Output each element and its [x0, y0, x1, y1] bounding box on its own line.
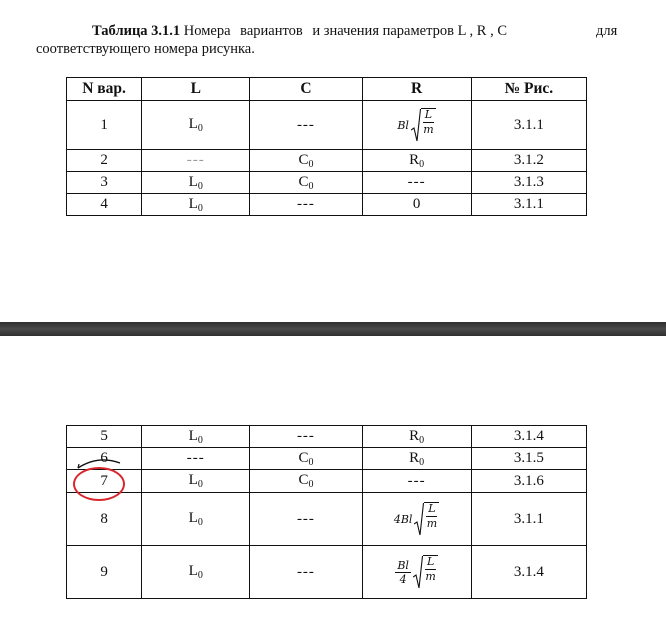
cell-c: ---: [250, 194, 362, 216]
table-row: [67, 194, 587, 216]
cell-l: $L_0$: [142, 101, 250, 150]
cell-l: ---: [142, 150, 250, 172]
caption-text-d: для: [596, 23, 618, 39]
cell-l: ---: [142, 448, 250, 470]
caption-label: Таблица 3.1.1: [92, 23, 181, 39]
parameters-table-top: [66, 77, 587, 216]
cell-figure: 3.1.4: [471, 546, 586, 599]
cell-r-formula: [362, 493, 471, 546]
cell-l: $L_0$: [142, 194, 250, 216]
cell-variant: 5: [67, 426, 142, 448]
table-row: [67, 546, 587, 599]
cell-r: ---: [362, 172, 471, 194]
cell-c: ---: [250, 546, 362, 599]
cell-figure: 3.1.5: [471, 448, 586, 470]
cell-variant: 1: [67, 101, 142, 150]
caption-text-a: Номера: [183, 23, 231, 39]
table-row: [67, 101, 587, 150]
cell-variant: 7: [67, 470, 142, 493]
cell-figure: 3.1.4: [471, 426, 586, 448]
cell-l: $L_0$: [142, 172, 250, 194]
cell-figure: 3.1.6: [471, 470, 586, 493]
cell-figure: 3.1.1: [471, 194, 586, 216]
cell-figure: 3.1.3: [471, 172, 586, 194]
cell-r: $R_0$: [362, 426, 471, 448]
cell-l: $L_0$: [142, 426, 250, 448]
table-row: [67, 172, 587, 194]
cell-c: ---: [250, 426, 362, 448]
cell-l: $L_0$: [142, 493, 250, 546]
header-r: R: [362, 78, 471, 101]
formula-bl-over-4-sqrt-l-over-m: $\frac{Bl}{4}$ L m: [395, 555, 438, 589]
caption-line-1: [36, 22, 636, 40]
cell-r: $R_0$: [362, 448, 471, 470]
cell-variant: 2: [67, 150, 142, 172]
cell-r: 0: [362, 194, 471, 216]
table-row: [67, 150, 587, 172]
formula-4bl-sqrt-l-over-m: 4Bl L m: [394, 502, 440, 536]
cell-l: $L_0$: [142, 470, 250, 493]
cell-r-formula: [362, 101, 471, 150]
table-header-row: [67, 78, 587, 101]
cell-figure: 3.1.1: [471, 101, 586, 150]
cell-c: ---: [250, 493, 362, 546]
cell-variant: 8: [67, 493, 142, 546]
cell-l: $L_0$: [142, 546, 250, 599]
table-row: [67, 493, 587, 546]
cell-variant: 3: [67, 172, 142, 194]
page-divider: [0, 322, 666, 336]
header-variant: N вар.: [67, 78, 142, 101]
header-l: L: [142, 78, 250, 101]
cell-variant: 4: [67, 194, 142, 216]
caption-line-2: соответствующего номера рисунка.: [36, 41, 255, 57]
cell-figure: 3.1.1: [471, 493, 586, 546]
header-figure: № Рис.: [471, 78, 586, 101]
cell-c: ---: [250, 101, 362, 150]
cell-r: $R_0$: [362, 150, 471, 172]
table-caption: [36, 22, 636, 58]
cell-c: $C_0$: [250, 150, 362, 172]
cell-c: $C_0$: [250, 448, 362, 470]
cell-r: ---: [362, 470, 471, 493]
cell-r-formula: [362, 546, 471, 599]
formula-bl-sqrt-l-over-m: Bl L m: [397, 108, 436, 142]
cell-variant: 6: [67, 448, 142, 470]
table-row: [67, 470, 587, 493]
cell-c: $C_0$: [250, 172, 362, 194]
table-row: [67, 426, 587, 448]
caption-text-c: и значения параметров L , R , C: [312, 23, 508, 39]
cell-figure: 3.1.2: [471, 150, 586, 172]
parameters-table-bottom: [66, 425, 587, 599]
caption-text-b: вариантов: [240, 23, 303, 39]
header-c: C: [250, 78, 362, 101]
cell-variant: 9: [67, 546, 142, 599]
table-row: [67, 448, 587, 470]
cell-c: $C_0$: [250, 470, 362, 493]
